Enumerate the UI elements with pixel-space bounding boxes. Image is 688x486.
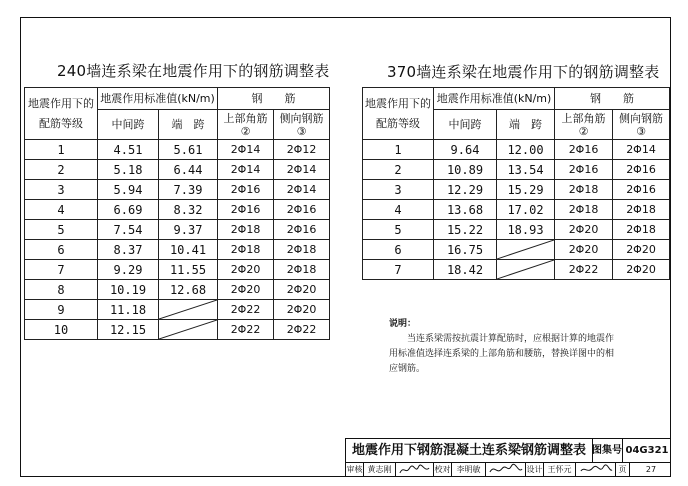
mid-span-cell: 5.94 [98,180,159,200]
header-grade-line2: 配筋等级 [39,116,83,130]
grade-cell: 9 [25,300,98,320]
table-row [25,280,330,300]
header-rebar: 钢 筋 [555,88,670,110]
review-name: 黄志刚 [364,462,396,477]
table-row [363,220,670,240]
grade-cell: 1 [363,140,434,160]
grade-cell: 4 [25,200,98,220]
top-corner-cell: 2Φ14 [218,160,274,180]
top-corner-cell: 2Φ16 [218,200,274,220]
review-label: 审核 [346,462,364,477]
atlas-number: 04G321 [625,445,669,456]
table-row [25,300,330,320]
drawing-title: 地震作用下钢筋混凝土连系梁钢筋调整表 [346,439,593,462]
check-signature [486,462,526,477]
top-corner-cell: 2Φ22 [218,320,274,340]
mid-span-cell: 9.29 [98,260,159,280]
end-span-cell: 5.61 [159,140,218,160]
end-span-cell: 11.55 [159,260,218,280]
grade-cell: 1 [25,140,98,160]
grade-cell: 2 [25,160,98,180]
top-corner-cell: 2Φ16 [555,140,613,160]
check-label: 校对 [434,462,452,477]
side-rebar-cell: 2Φ20 [613,260,670,280]
mid-span-cell: 5.18 [98,160,159,180]
table-row [363,240,670,260]
end-span-cell: 12.68 [159,280,218,300]
side-rebar-cell: 2Φ14 [274,180,330,200]
header-grade-line1: 地震作用下的 [28,96,94,110]
top-corner-cell: 2Φ22 [555,260,613,280]
mid-span-cell: 11.18 [98,300,159,320]
side-rebar-cell: 2Φ20 [274,300,330,320]
header-top-corner-label: 上部角筋 [561,111,606,125]
design-label: 设计 [526,462,544,477]
header-rebar: 钢 筋 [218,88,330,110]
table-row [363,160,670,180]
header-top-corner [555,110,613,140]
end-span-empty-cell [159,320,218,340]
side-rebar-cell: 2Φ14 [613,140,670,160]
top-corner-cell: 2Φ18 [218,240,274,260]
mid-span-cell: 8.37 [98,240,159,260]
end-span-empty-cell [497,260,555,280]
top-corner-cell: 2Φ14 [218,140,274,160]
top-corner-cell: 2Φ20 [218,280,274,300]
mid-span-cell: 13.68 [434,200,497,220]
grade-cell: 3 [363,180,434,200]
mid-span-cell: 4.51 [98,140,159,160]
end-span-cell: 13.54 [497,160,555,180]
header-top-corner-mark: ② [240,124,251,138]
header-side [613,110,670,140]
mid-span-cell: 16.75 [434,240,497,260]
table-row [25,160,330,180]
grade-cell: 10 [25,320,98,340]
title-block-top-row [346,439,671,463]
header-top-corner-label: 上部角筋 [223,111,268,125]
header-side-label: 侧向钢筋 [279,111,324,125]
table-row [25,320,330,340]
header-mid-span: 中间跨 [98,110,159,140]
header-top-corner [218,110,274,140]
grade-cell: 2 [363,160,434,180]
mid-span-cell: 15.22 [434,220,497,240]
grade-cell: 8 [25,280,98,300]
side-rebar-cell: 2Φ18 [274,260,330,280]
grade-cell: 5 [363,220,434,240]
table-370 [362,87,670,280]
top-corner-cell: 2Φ22 [218,300,274,320]
end-span-cell: 12.00 [497,140,555,160]
review-signature [396,462,434,477]
end-span-cell: 10.41 [159,240,218,260]
mid-span-cell: 18.42 [434,260,497,280]
table-row [363,200,670,220]
diagonal-slash [159,320,217,339]
top-corner-cell: 2Φ18 [555,200,613,220]
header-end-span: 端 跨 [497,110,555,140]
grade-cell: 3 [25,180,98,200]
check-signature-scribble [486,462,525,477]
diagonal-slash [497,260,554,279]
top-corner-cell: 2Φ18 [218,220,274,240]
header-mid-span: 中间跨 [434,110,497,140]
grade-cell: 6 [363,240,434,260]
grade-cell: 7 [25,260,98,280]
table-row [25,240,330,260]
header-grade [25,88,98,140]
table-370-body [363,140,670,280]
grade-cell: 5 [25,220,98,240]
end-span-empty-cell [159,300,218,320]
header-end-span: 端 跨 [159,110,218,140]
header-grade [363,88,434,140]
table-240-title: 240墙连系梁在地震作用下的钢筋调整表 [57,62,330,80]
top-corner-cell: 2Φ16 [218,180,274,200]
top-corner-cell: 2Φ20 [218,260,274,280]
side-rebar-cell: 2Φ14 [274,160,330,180]
table-row [25,220,330,240]
grade-cell: 4 [363,200,434,220]
side-rebar-cell: 2Φ20 [274,280,330,300]
table-row [25,260,330,280]
end-span-cell: 7.39 [159,180,218,200]
design-signature [576,462,616,477]
note [389,317,621,377]
side-rebar-cell: 2Φ16 [613,180,670,200]
header-grade-line2: 配筋等级 [376,116,420,130]
mid-span-cell: 7.54 [98,220,159,240]
header-side-mark: ③ [636,124,646,138]
side-rebar-cell: 2Φ18 [274,240,330,260]
design-name: 王怀元 [544,462,576,477]
title-block [345,438,671,477]
diagonal-slash [159,300,217,319]
top-corner-cell: 2Φ18 [555,180,613,200]
mid-span-cell: 12.15 [98,320,159,340]
top-corner-cell: 2Φ20 [555,240,613,260]
header-side [274,110,330,140]
end-span-empty-cell [497,240,555,260]
header-side-label: 侧向钢筋 [619,111,664,125]
page-number: 27 [645,465,657,474]
header-grade-line1: 地震作用下的 [365,96,431,110]
table-row [25,200,330,220]
table-row [363,140,670,160]
top-corner-cell: 2Φ20 [555,220,613,240]
note-heading: 说明： [389,319,417,329]
header-std-value: 地震作用标准值(kN/m) [98,88,218,110]
end-span-cell: 15.29 [497,180,555,200]
table-row [363,180,670,200]
side-rebar-cell: 2Φ22 [274,320,330,340]
mid-span-cell: 9.64 [434,140,497,160]
header-std-value: 地震作用标准值(kN/m) [434,88,555,110]
review-signature-scribble [396,462,433,477]
end-span-cell: 9.37 [159,220,218,240]
table-370-title: 370墙连系梁在地震作用下的钢筋调整表 [387,63,660,81]
note-body: 当连系梁需按抗震计算配筋时，应根据计算的地震作用标准值选择连系梁的上部角筋和腰筋，替换详图中的相应钢筋。 [389,334,615,374]
diagonal-slash [497,240,554,259]
end-span-cell: 17.02 [497,200,555,220]
side-rebar-cell: 2Φ20 [613,240,670,260]
mid-span-cell: 10.89 [434,160,497,180]
page-label: 页 [616,462,630,477]
side-rebar-cell: 2Φ16 [274,220,330,240]
check-name: 李明敏 [452,462,486,477]
side-rebar-cell: 2Φ18 [613,200,670,220]
mid-span-cell: 10.19 [98,280,159,300]
header-top-corner-mark: ② [578,124,589,138]
title-block-sign-row [346,462,671,477]
grade-cell: 7 [363,260,434,280]
table-240-body [25,140,330,340]
side-rebar-cell: 2Φ16 [274,200,330,220]
header-side-mark: ③ [296,124,307,138]
end-span-cell: 18.93 [497,220,555,240]
table-row [25,140,330,160]
end-span-cell: 8.32 [159,200,218,220]
mid-span-cell: 6.69 [98,200,159,220]
side-rebar-cell: 2Φ12 [274,140,330,160]
side-rebar-cell: 2Φ18 [613,220,670,240]
grade-cell: 6 [25,240,98,260]
top-corner-cell: 2Φ16 [555,160,613,180]
table-row [363,260,670,280]
mid-span-cell: 12.29 [434,180,497,200]
side-rebar-cell: 2Φ16 [613,160,670,180]
atlas-label: 图集号 [592,439,623,462]
table-row [25,180,330,200]
design-signature-scribble [576,462,615,477]
end-span-cell: 6.44 [159,160,218,180]
table-240 [24,87,330,340]
